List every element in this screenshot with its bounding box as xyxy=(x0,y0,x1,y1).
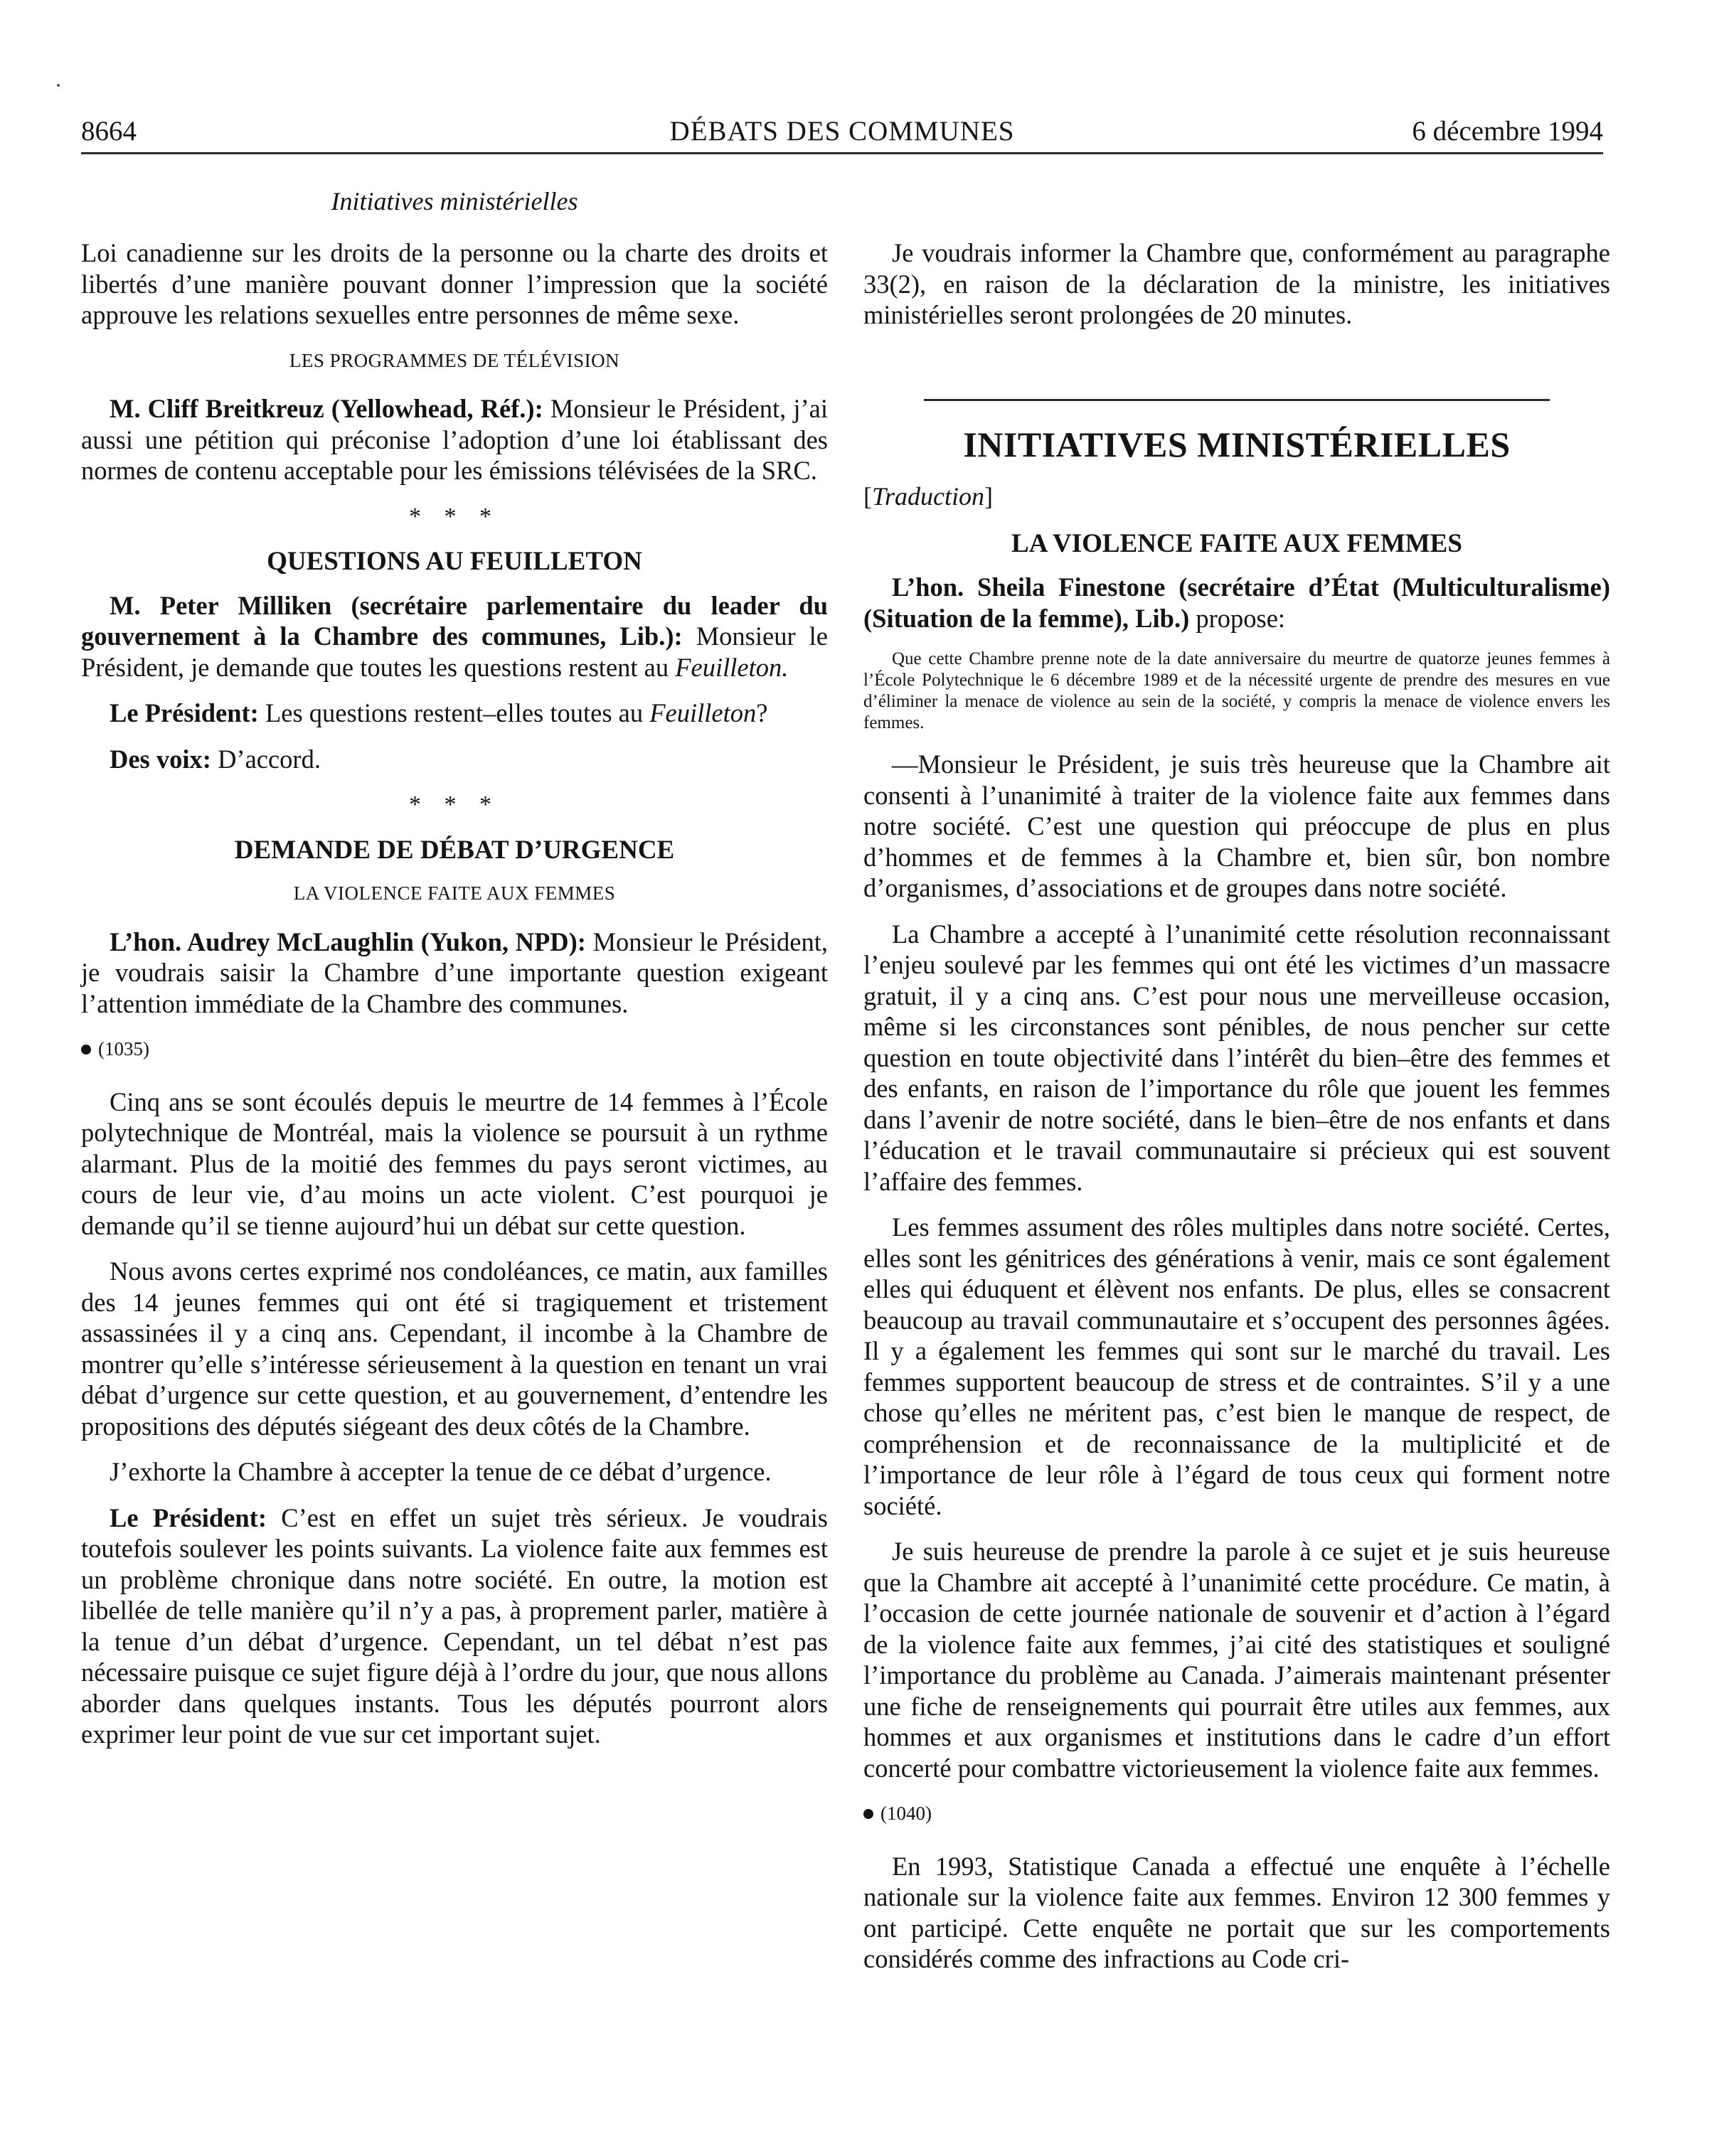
section-separator: * * * xyxy=(409,503,500,530)
timestamp-text: (1040) xyxy=(880,1803,932,1824)
header-rule xyxy=(81,152,1603,154)
subheading-violence: LA VIOLENCE FAITE AUX FEMMES xyxy=(293,882,616,904)
paragraph-milliken xyxy=(81,590,828,683)
publication-title: DÉBATS DES COMMUNES xyxy=(669,116,1015,146)
section-rule xyxy=(924,399,1550,401)
speaker-milliken: M. Peter Milliken (secrétaire parlementaire du leader du gouvernement à la Chambre des communes, Lib.): xyxy=(81,590,828,651)
timestamp-text: (1035) xyxy=(98,1038,149,1060)
subheading-tv: LES PROGRAMMES DE TÉLÉVISION xyxy=(289,349,620,371)
speaker-finestone: L’hon. Sheila Finestone (secrétaire d’État (Multiculturalisme) (Situation de la femme), Lib.) xyxy=(863,572,1610,633)
paragraph-breitkreuz xyxy=(81,393,828,486)
bracket-open: [ xyxy=(863,482,872,511)
text-president-2: C’est en effet un sujet très sérieux. Je voudrais toutefois soulever les points suivants. La violence faite aux femmes est un problème chronique dans notre société. En outre, la motion est libellée de telle manière qu’il n’y a pas, à proprement parler, matière à la tenue d’un débat d’urgence. Cependant, un tel débat n’est pas nécessaire puisque ce sujet figure déjà à l’ordre du jour, que nous allons aborder dans quelques instants. Tous les députés pourront alors exprimer leur point de vue sur cet important sujet. xyxy=(81,1503,828,1749)
translation-label: Traduction xyxy=(872,482,985,511)
paragraph-intro: Loi canadienne sur les droits de la personne ou la charte des droits et libertés d’une manière pouvant donner l’impression que la société approuve les relations sexuelles entre personnes de même sexe. xyxy=(81,238,828,329)
text-breitkreuz: Monsieur le Président, j’ai aussi une pétition qui préconise l’adoption d’une loi établissant des normes de contenu acceptable pour les émissions télévisées de la SRC. xyxy=(81,394,828,485)
paragraph-voix xyxy=(81,744,828,775)
running-head: Initiatives ministérielles xyxy=(331,187,578,215)
paragraph-1993: En 1993, Statistique Canada a effectué une enquête à l’échelle nationale sur la violence faite aux femmes. Environ 12 300 femmes y ont participé. Cette enquête ne portait que sur les comportements considérés comme des infractions au Code cri- xyxy=(863,1851,1610,1973)
italic-feuilleton: Feuilleton xyxy=(649,698,757,727)
paragraph-condoleances: Nous avons certes exprimé nos condoléances, ce matin, aux familles des 14 jeunes femmes qui ont été si tragiquement et tristement assassinées il y a cinq ans. Cependant, il incombe à la Chambre de montrer qu’elle s’intéresse sérieusement à la question en tenant un vrai débat d’urgence sur cette question, et au gouvernement, d’entendre les propositions des députés siégeant des deux côtés de la Chambre. xyxy=(81,1256,828,1441)
motion-text: Que cette Chambre prenne note de la date anniversaire du meurtre de quatorze jeunes femmes à l’École Polytechnique le 6 décembre 1989 et de la nécessité urgente de prendre des mesures en vue d’éliminer la menace de violence au sein de la société, y compris la menace de violence envers les femmes. xyxy=(863,649,1610,732)
text-voix: D’accord. xyxy=(211,744,321,774)
timestamp-1035 xyxy=(81,1034,828,1065)
speaker-voix: Des voix: xyxy=(110,744,211,774)
speaker-mclaughlin: L’hon. Audrey McLaughlin (Yukon, NPD): xyxy=(110,927,586,956)
scan-speck xyxy=(57,84,60,87)
heading-questions: QUESTIONS AU FEUILLETON xyxy=(267,547,642,576)
page-header xyxy=(81,114,1603,149)
paragraph-mclaughlin xyxy=(81,927,828,1020)
text-president-1: Les questions restent–elles toutes au xyxy=(258,698,650,727)
heading-violence: LA VIOLENCE FAITE AUX FEMMES xyxy=(1011,528,1462,558)
heading-initiatives: INITIATIVES MINISTÉRIELLES xyxy=(963,424,1511,464)
bracket-close: ] xyxy=(984,482,994,511)
paragraph-finestone xyxy=(863,572,1610,634)
bullet-icon xyxy=(863,1809,873,1819)
left-column xyxy=(81,238,828,1765)
speaker-president: Le Président: xyxy=(110,698,259,727)
speaker-breitkreuz: M. Cliff Breitkreuz (Yellowhead, Réf.): xyxy=(110,394,543,423)
speaker-president: Le Président: xyxy=(110,1503,267,1532)
paragraph-president-2 xyxy=(81,1503,828,1750)
italic-feuilleton: Feuilleton. xyxy=(675,652,789,682)
page-date: 6 décembre 1994 xyxy=(1412,116,1603,146)
paragraph-accepte: La Chambre a accepté à l’unanimité cette résolution reconnaissant l’enjeu soulevé par les femmes qui ont été les victimes d’un massacre gratuit, il y a cinq ans. C’est pour nous une merveilleuse occasion, même si les circonstances sont pénibles, de nous pencher sur cette question en toute objectivité dans l’intérêt du bien–être des femmes et des enfants, en raison de l’importance du rôle que jouent les femmes dans l’avenir de notre société, dans le bien–être de nos enfants et dans l’éducation et le travail communautaire si précieux qui est souvent l’affaire des femmes. xyxy=(863,919,1610,1196)
right-column xyxy=(863,238,1610,1990)
paragraph-informer: Je voudrais informer la Chambre que, conformément au paragraphe 33(2), en raison de la déclaration de la ministre, les initiatives ministérielles seront prolongées de 20 minutes. xyxy=(863,238,1610,329)
paragraph-president-1 xyxy=(81,698,828,729)
question-mark: ? xyxy=(756,698,768,727)
text-mclaughlin: Monsieur le Président, je voudrais saisir la Chambre d’une importante question exigeant l’attention immédiate de la Chambre des communes. xyxy=(81,927,829,1018)
paragraph-exhorte: J’exhorte la Chambre à accepter la tenue de ce débat d’urgence. xyxy=(110,1457,772,1486)
paragraph-cinq-ans: Cinq ans se sont écoulés depuis le meurtre de 14 femmes à l’École polytechnique de Montréal, mais la violence se poursuit à un rythme alarmant. Plus de la moitié des femmes du pays seront victimes, au cours de leur vie, d’au moins un acte violent. C’est pourquoi je demande qu’il se tienne aujourd’hui un débat sur cette question. xyxy=(81,1087,828,1240)
page-number: 8664 xyxy=(81,116,137,146)
text-finestone: propose: xyxy=(1189,603,1286,633)
paragraph-assument: Les femmes assument des rôles multiples dans notre société. Certes, elles sont les génitrices des générations à venir, mais ce sont également elles qui éduquent et élèvent nos enfants. De plus, elles se consacrent beaucoup au travail communautaire et s’occupent des personnes âgées. Il y a également les femmes qui sont sur le marché du travail. Les femmes supportent beaucoup de stress et de contraintes. S’il y a une chose qu’elles ne méritent pas, c’est bien le manque de respect, de compréhension et de reconnaissance de la multiplicité et de l’importance de leur rôle à l’égard de tous ceux qui forment notre société. xyxy=(863,1212,1610,1520)
timestamp-1040 xyxy=(863,1798,1610,1830)
paragraph-monsieur: —Monsieur le Président, je suis très heureuse que la Chambre ait consenti à l’unanimité à traiter de la violence faite aux femmes dans notre société. C’est une question qui préoccupe de plus en plus d’hommes et de femmes à la Chambre et, bien sûr, bon nombre d’organismes, d’associations et de groupes dans notre société. xyxy=(863,749,1610,902)
text-milliken: Monsieur le Président, je demande que toutes les questions restent au xyxy=(81,621,828,682)
translation-note xyxy=(863,481,1610,513)
paragraph-heureuse: Je suis heureuse de prendre la parole à ce sujet et je suis heureuse que la Chambre ait accepté à l’unanimité cette procédure. Ce matin, à l’occasion de cette journée nationale de souvenir et d’action à l’égard de la violence faite aux femmes, j’ai cité des statistiques et souligné l’importance du problème au Canada. J’aimerais maintenant présenter une fiche de renseignements qui pourrait être utiles aux femmes, aux hommes et aux organismes et institutions dans le cadre d’un effort concerté pour combattre victorieusement la violence faite aux femmes. xyxy=(863,1537,1610,1783)
section-separator: * * * xyxy=(409,791,500,818)
bullet-icon xyxy=(81,1045,91,1055)
heading-demande: DEMANDE DE DÉBAT D’URGENCE xyxy=(234,835,675,865)
